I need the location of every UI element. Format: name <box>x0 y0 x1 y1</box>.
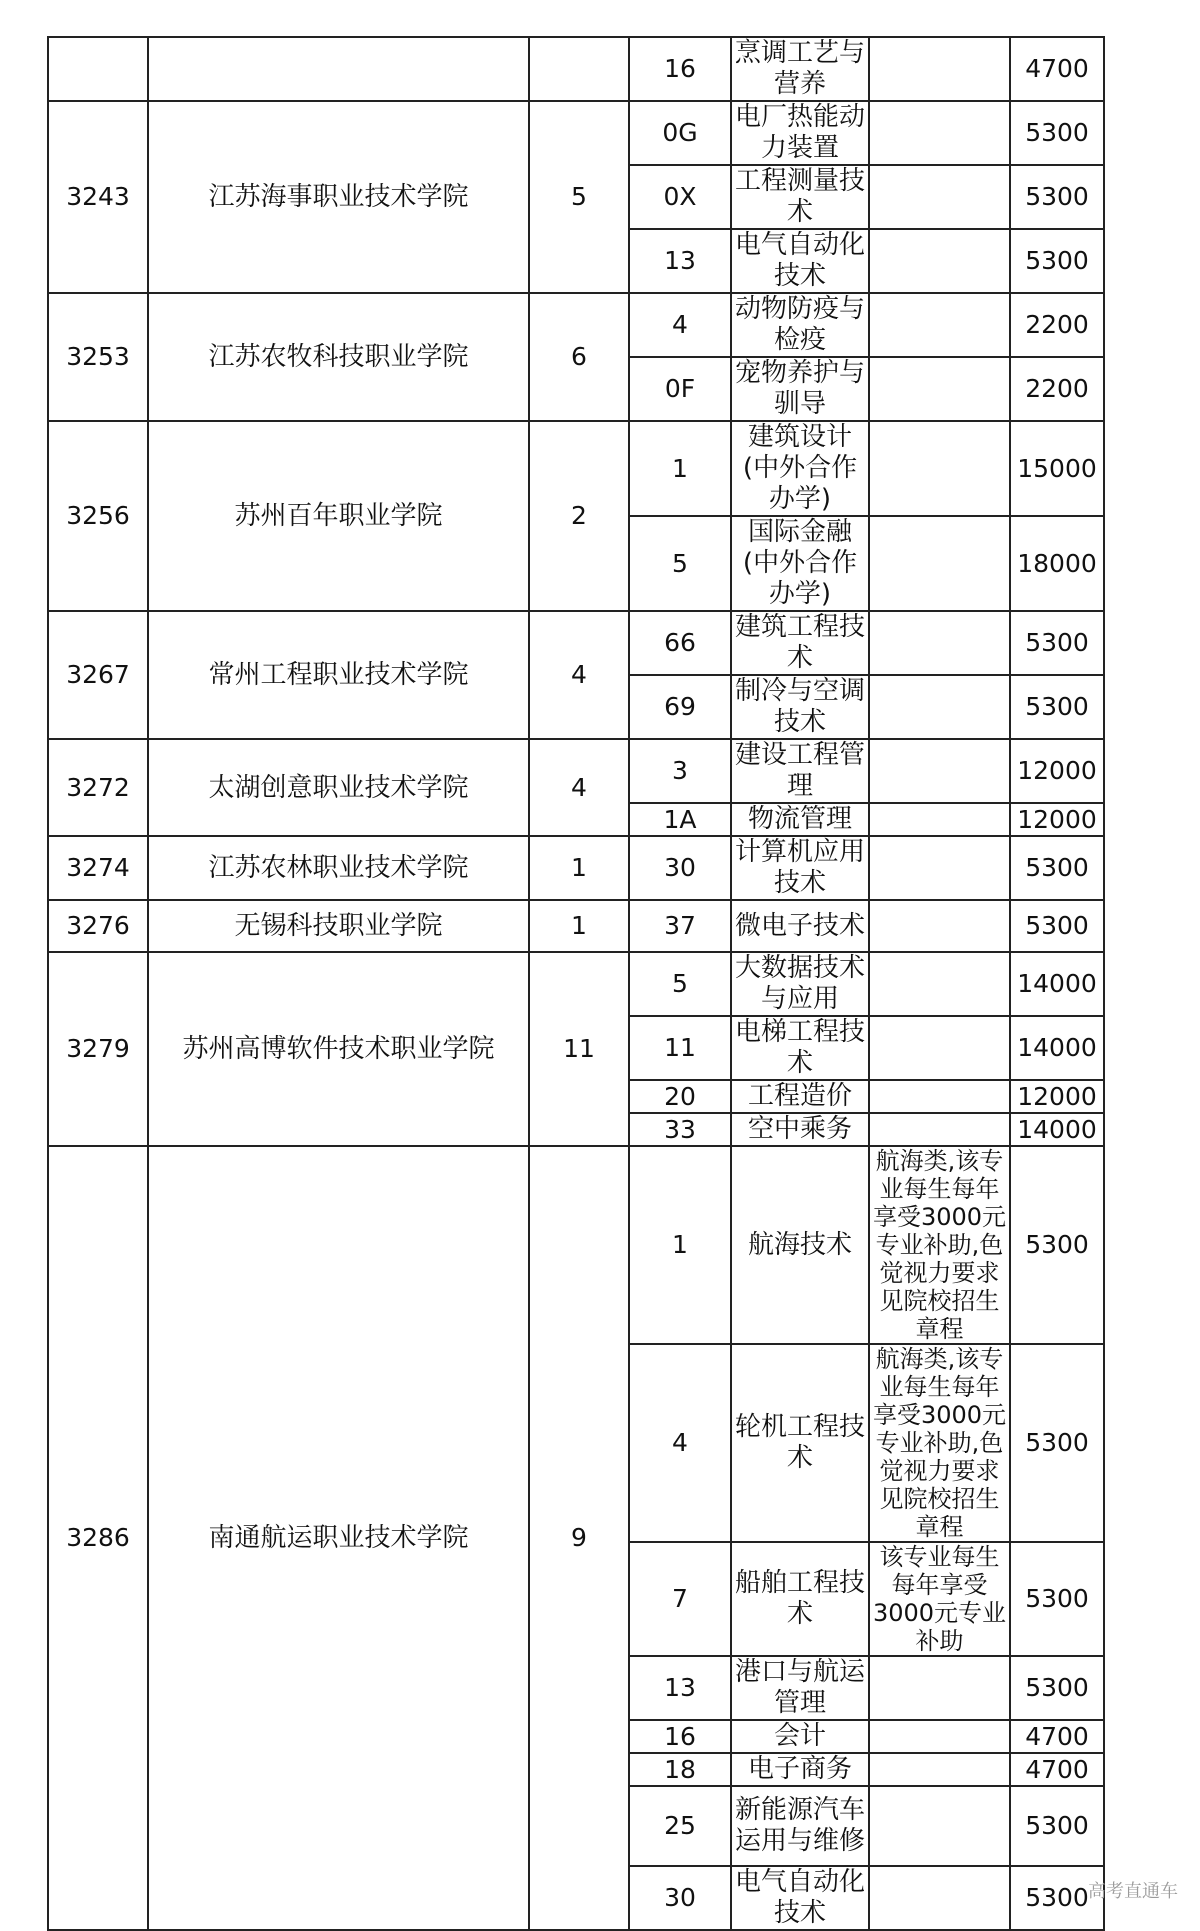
remark-cell <box>869 952 1010 1016</box>
remark-cell <box>869 516 1010 611</box>
remark-cell <box>869 1016 1010 1080</box>
major-name-cell: 大数据技术与应用 <box>731 952 869 1016</box>
school-name-cell: 苏州百年职业学院 <box>148 421 529 611</box>
major-code-cell: 1 <box>629 421 731 516</box>
major-code-cell: 30 <box>629 836 731 900</box>
remark-cell: 航海类,该专业每生每年享受3000元专业补助,色觉视力要求见院校招生章程 <box>869 1344 1010 1542</box>
major-name-cell: 电气自动化技术 <box>731 1866 869 1930</box>
tuition-cell: 5300 <box>1010 1656 1104 1720</box>
remark-cell <box>869 101 1010 165</box>
school-code-cell: 3276 <box>48 900 148 952</box>
remark-cell <box>869 675 1010 739</box>
school-code-cell: 3243 <box>48 101 148 293</box>
school-name-cell: 江苏海事职业技术学院 <box>148 101 529 293</box>
remark-cell <box>869 165 1010 229</box>
tuition-cell: 15000 <box>1010 421 1104 516</box>
major-name-cell: 计算机应用技术 <box>731 836 869 900</box>
major-name-cell: 建筑工程技术 <box>731 611 869 675</box>
school-name-cell: 常州工程职业技术学院 <box>148 611 529 739</box>
tuition-cell: 5300 <box>1010 165 1104 229</box>
major-name-cell: 国际金融(中外合作办学) <box>731 516 869 611</box>
table-row <box>48 293 1104 357</box>
remark-cell <box>869 803 1010 836</box>
tuition-cell: 12000 <box>1010 803 1104 836</box>
table-row <box>48 900 1104 952</box>
remark-cell <box>869 421 1010 516</box>
school-code-cell <box>48 37 148 101</box>
school-code-cell: 3256 <box>48 421 148 611</box>
tuition-cell: 4700 <box>1010 1753 1104 1786</box>
tuition-cell: 14000 <box>1010 1016 1104 1080</box>
school-code-cell: 3286 <box>48 1146 148 1930</box>
major-code-cell: 4 <box>629 293 731 357</box>
remark-cell <box>869 1113 1010 1146</box>
remark-cell <box>869 1080 1010 1113</box>
major-name-cell: 空中乘务 <box>731 1113 869 1146</box>
table-row <box>48 37 1104 101</box>
major-name-cell: 船舶工程技术 <box>731 1542 869 1656</box>
school-name-cell: 江苏农牧科技职业学院 <box>148 293 529 421</box>
tuition-cell: 5300 <box>1010 1866 1104 1930</box>
tuition-cell: 5300 <box>1010 101 1104 165</box>
tuition-cell: 2200 <box>1010 357 1104 421</box>
major-code-cell: 3 <box>629 739 731 803</box>
major-name-cell: 电子商务 <box>731 1753 869 1786</box>
major-name-cell: 工程测量技术 <box>731 165 869 229</box>
major-code-cell: 13 <box>629 1656 731 1720</box>
tuition-cell: 14000 <box>1010 1113 1104 1146</box>
major-code-cell: 5 <box>629 952 731 1016</box>
tuition-cell: 12000 <box>1010 739 1104 803</box>
remark-cell <box>869 900 1010 952</box>
remark-cell <box>869 1786 1010 1866</box>
remark-cell: 该专业每生每年享受3000元专业补助 <box>869 1542 1010 1656</box>
school-code-cell: 3253 <box>48 293 148 421</box>
major-code-cell: 1A <box>629 803 731 836</box>
major-code-cell: 0G <box>629 101 731 165</box>
table-row <box>48 836 1104 900</box>
major-name-cell: 航海技术 <box>731 1146 869 1344</box>
major-name-cell: 制冷与空调技术 <box>731 675 869 739</box>
table-row <box>48 1146 1104 1344</box>
major-name-cell: 电梯工程技术 <box>731 1016 869 1080</box>
tuition-cell: 4700 <box>1010 37 1104 101</box>
tuition-cell: 5300 <box>1010 836 1104 900</box>
plan-count-cell: 1 <box>529 900 629 952</box>
major-code-cell: 1 <box>629 1146 731 1344</box>
major-name-cell: 电气自动化技术 <box>731 229 869 293</box>
plan-count-cell: 9 <box>529 1146 629 1930</box>
major-code-cell: 18 <box>629 1753 731 1786</box>
major-code-cell: 5 <box>629 516 731 611</box>
tuition-cell: 5300 <box>1010 1344 1104 1542</box>
major-name-cell: 会计 <box>731 1720 869 1753</box>
school-code-cell: 3274 <box>48 836 148 900</box>
plan-count-cell <box>529 37 629 101</box>
major-code-cell: 4 <box>629 1344 731 1542</box>
remark-cell <box>869 229 1010 293</box>
major-name-cell: 电厂热能动力装置 <box>731 101 869 165</box>
plan-count-cell: 11 <box>529 952 629 1146</box>
table-row <box>48 101 1104 165</box>
major-name-cell: 动物防疫与检疫 <box>731 293 869 357</box>
tuition-cell: 5300 <box>1010 675 1104 739</box>
school-name-cell: 南通航运职业技术学院 <box>148 1146 529 1930</box>
tuition-cell: 4700 <box>1010 1720 1104 1753</box>
remark-cell <box>869 836 1010 900</box>
tuition-cell: 18000 <box>1010 516 1104 611</box>
plan-count-cell: 5 <box>529 101 629 293</box>
plan-count-cell: 2 <box>529 421 629 611</box>
major-name-cell: 微电子技术 <box>731 900 869 952</box>
major-code-cell: 0X <box>629 165 731 229</box>
tuition-cell: 14000 <box>1010 952 1104 1016</box>
major-code-cell: 69 <box>629 675 731 739</box>
remark-cell <box>869 293 1010 357</box>
tuition-cell: 2200 <box>1010 293 1104 357</box>
plan-count-cell: 4 <box>529 739 629 836</box>
major-code-cell: 16 <box>629 37 731 101</box>
table-row <box>48 421 1104 516</box>
major-code-cell: 30 <box>629 1866 731 1930</box>
school-name-cell: 江苏农林职业技术学院 <box>148 836 529 900</box>
remark-cell <box>869 357 1010 421</box>
major-name-cell: 轮机工程技术 <box>731 1344 869 1542</box>
major-name-cell: 工程造价 <box>731 1080 869 1113</box>
tuition-cell: 5300 <box>1010 1542 1104 1656</box>
major-name-cell: 物流管理 <box>731 803 869 836</box>
tuition-cell: 5300 <box>1010 1146 1104 1344</box>
remark-cell <box>869 37 1010 101</box>
major-name-cell: 烹调工艺与营养 <box>731 37 869 101</box>
major-name-cell: 港口与航运管理 <box>731 1656 869 1720</box>
major-code-cell: 13 <box>629 229 731 293</box>
major-code-cell: 37 <box>629 900 731 952</box>
major-name-cell: 建筑设计(中外合作办学) <box>731 421 869 516</box>
table-row <box>48 611 1104 675</box>
major-name-cell: 建设工程管理 <box>731 739 869 803</box>
enrollment-table <box>47 36 1105 1931</box>
major-code-cell: 16 <box>629 1720 731 1753</box>
plan-count-cell: 4 <box>529 611 629 739</box>
major-code-cell: 25 <box>629 1786 731 1866</box>
remark-cell: 航海类,该专业每生每年享受3000元专业补助,色觉视力要求见院校招生章程 <box>869 1146 1010 1344</box>
remark-cell <box>869 1753 1010 1786</box>
table-row <box>48 739 1104 803</box>
school-name-cell: 太湖创意职业技术学院 <box>148 739 529 836</box>
watermark: 高考直通车 <box>1088 1881 1178 1902</box>
school-code-cell: 3279 <box>48 952 148 1146</box>
plan-count-cell: 6 <box>529 293 629 421</box>
tuition-cell: 5300 <box>1010 1786 1104 1866</box>
remark-cell <box>869 1720 1010 1753</box>
tuition-cell: 5300 <box>1010 900 1104 952</box>
remark-cell <box>869 611 1010 675</box>
major-name-cell: 新能源汽车运用与维修 <box>731 1786 869 1866</box>
table-row <box>48 952 1104 1016</box>
major-code-cell: 0F <box>629 357 731 421</box>
major-code-cell: 33 <box>629 1113 731 1146</box>
major-code-cell: 66 <box>629 611 731 675</box>
school-name-cell: 无锡科技职业学院 <box>148 900 529 952</box>
remark-cell <box>869 1656 1010 1720</box>
plan-count-cell: 1 <box>529 836 629 900</box>
school-code-cell: 3267 <box>48 611 148 739</box>
major-name-cell: 宠物养护与驯导 <box>731 357 869 421</box>
major-code-cell: 7 <box>629 1542 731 1656</box>
major-code-cell: 20 <box>629 1080 731 1113</box>
remark-cell <box>869 739 1010 803</box>
school-name-cell <box>148 37 529 101</box>
major-code-cell: 11 <box>629 1016 731 1080</box>
tuition-cell: 5300 <box>1010 229 1104 293</box>
tuition-cell: 12000 <box>1010 1080 1104 1113</box>
school-code-cell: 3272 <box>48 739 148 836</box>
tuition-cell: 5300 <box>1010 611 1104 675</box>
remark-cell <box>869 1866 1010 1930</box>
school-name-cell: 苏州高博软件技术职业学院 <box>148 952 529 1146</box>
